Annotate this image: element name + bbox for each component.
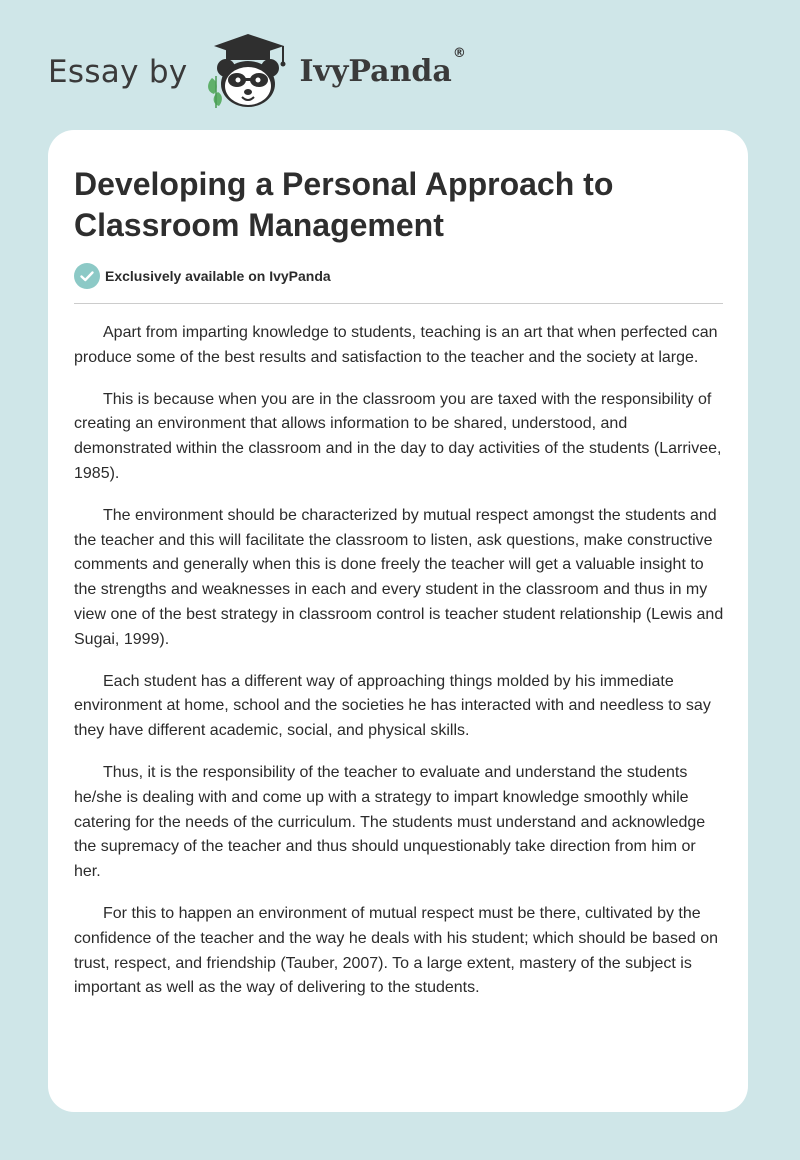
- registered-mark: ®: [452, 46, 466, 61]
- paragraph: Thus, it is the responsibility of the teacher to evaluate and understand the students he/she is dealing with and come up with a strategy to impart knowledge smoothly while catering for the needs of the curriculum. The students must understand and acknowledge the supremacy of the teacher and thus should unquestionably take direction from him or her.: [74, 763, 706, 881]
- paragraph: Each student has a different way of approaching things molded by his immediate environment at home, school and the societies he has interacted with and needless to say they have different academic, social, and physical skills.: [74, 672, 711, 740]
- panda-graduate-logo-icon: [204, 34, 296, 110]
- divider: [74, 303, 723, 304]
- essay-card: [48, 130, 748, 1112]
- paragraph: For this to happen an environment of mutual respect must be there, cultivated by the confidence of the teacher and the way he deals with his student; which should be based on trust, respect, and friendship (Tauber, 2007). To a large extent, mastery of the subject is important as well as the way of delivering to the students.: [74, 904, 718, 997]
- paragraph: This is because when you are in the classroom you are taxed with the responsibility of creating an environment that allows information to be shared, understood, and demonstrated within the classroom and in the day to day activities of the students (Larrivee, 1985).: [74, 390, 722, 482]
- paragraph: Apart from imparting knowledge to students, teaching is an art that when perfected can produce some of the best results and satisfaction to the teacher and the society at large.: [74, 324, 718, 366]
- exclusive-label: Exclusively available on IvyPanda: [105, 268, 331, 284]
- paragraph: The environment should be characterized by mutual respect amongst the students and the teacher and this will facilitate the classroom to listen, ask questions, make constructive comments and generally when this is done freely the teacher will get a valuable insight to the strengths and weaknesses in each and every student in the classroom and thus in my view one of the best strategy in classroom control is teacher student relationship (Lewis and Sugai, 1999).: [74, 506, 724, 648]
- brand-header[interactable]: [48, 34, 466, 110]
- brand-prefix: Essay by: [48, 53, 188, 90]
- essay-body: [74, 321, 726, 1018]
- brand-name: IvyPanda®: [299, 46, 466, 89]
- page-title: Developing a Personal Approach to Classroom Management: [74, 166, 614, 243]
- exclusive-badge: [74, 263, 331, 289]
- check-circle-icon: [74, 263, 100, 289]
